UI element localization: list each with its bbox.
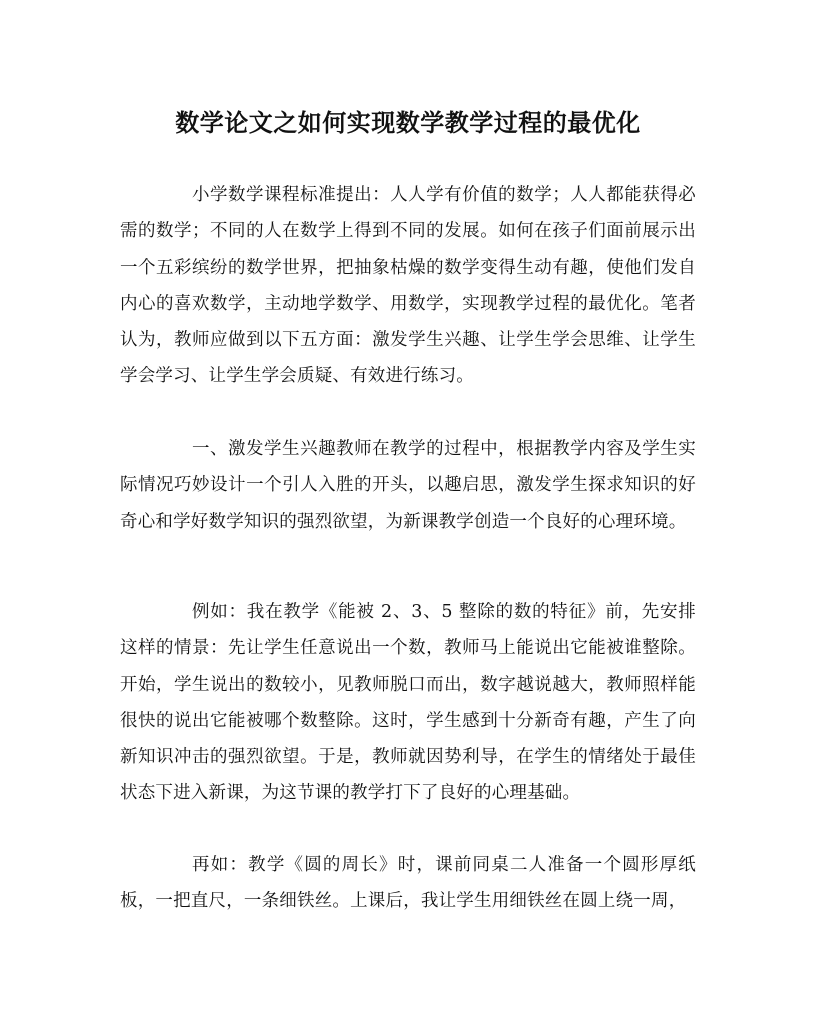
paragraph-intro: 小学数学课程标准提出：人人学有价值的数学；人人都能获得必需的数学；不同的人在数学上得到不同的发展。如何在孩子们面前展示出一个五彩缤纷的数学世界，把抽象枯燥的数学变得生动有趣，使他们发自内心的喜欢数学，主动地学数学、用数学，实现教学过程的最优化。笔者认为，教师应做到以下五方面：激发学生兴趣、让学生学会思维、让学生学会学习、让学生学会质疑、有效进行练习。 — [120, 185, 696, 387]
paragraph-example-one: 例如：我在教学《能被 2、3、5 整除的数的特征》前，先安排这样的情景：先让学生任意说出一个数，教师马上能说出它能被谁整除。开始，学生说出的数较小，见教师脱口而出，数字越说越大，教师照样能很快的说出它能被哪个数整除。这时，学生感到十分新奇有趣，产生了向新知识冲击的强烈欲望。于是，教师就因势利导，在学生的情绪处于最佳状态下进入新课，为这节课的教学打下了良好的心理基础。 — [120, 602, 696, 804]
document-title: 数学论文之如何实现数学教学过程的最优化 — [175, 108, 641, 137]
paragraph-section-one: 一、激发学生兴趣教师在教学的过程中，根据教学内容及学生实际情况巧妙设计一个引人入胜的开头，以趣启思，激发学生探求知识的好奇心和学好数学知识的强烈欲望，为新课教学创造一个良好的心理环境。 — [120, 439, 696, 532]
paragraph-example-two: 再如：教学《圆的周长》时，课前同桌二人准备一个圆形厚纸板，一把直尺，一条细铁丝。上课后，我让学生用细铁丝在圆上绕一周， — [120, 855, 696, 912]
